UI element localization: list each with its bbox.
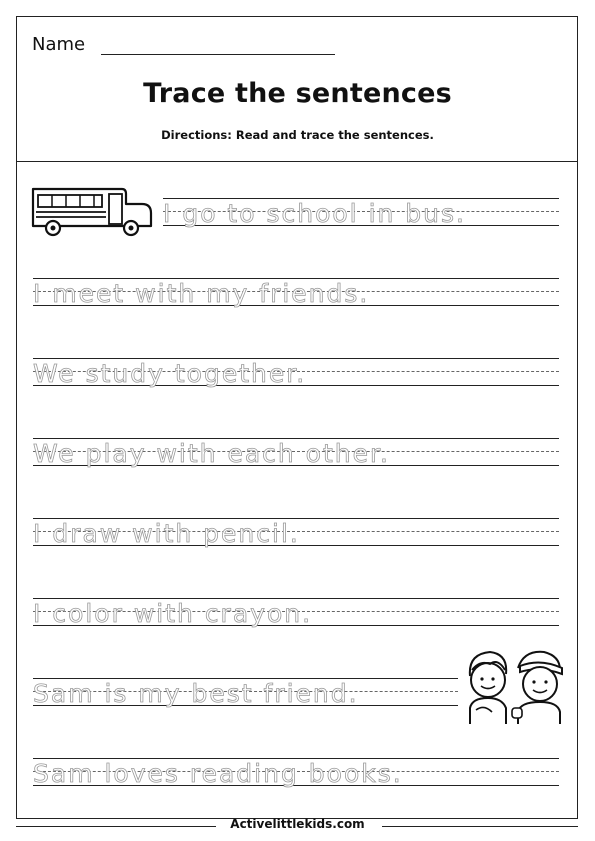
trace-row (33, 358, 559, 390)
worksheet-title: Trace the sentences (143, 78, 452, 109)
trace-sentence[interactable]: I color with crayon. (33, 599, 313, 628)
trace-sentence[interactable]: Sam loves reading books. (33, 759, 403, 788)
trace-row (33, 518, 559, 550)
trace-sentence[interactable]: I meet with my friends. (33, 279, 370, 308)
two-kids-icon (462, 646, 566, 726)
trace-row (33, 278, 559, 310)
footer-site-name: Activelittlekids.com (230, 817, 365, 831)
trace-row (33, 678, 458, 710)
trace-row (33, 598, 559, 630)
trace-sentence[interactable]: We study together. (33, 359, 307, 388)
trace-sentence[interactable]: I draw with pencil. (33, 519, 300, 548)
trace-row (33, 758, 559, 790)
trace-row (163, 198, 559, 230)
trace-sentence[interactable]: I go to school in bus. (163, 199, 466, 228)
name-field[interactable] (101, 54, 335, 55)
trace-sentence[interactable]: We play with each other. (33, 439, 390, 468)
school-bus-icon (30, 186, 154, 238)
directions-text: Directions: Read and trace the sentences. (161, 128, 434, 142)
trace-sentence[interactable]: Sam is my best friend. (33, 679, 359, 708)
header-divider (16, 161, 578, 162)
trace-row (33, 438, 559, 470)
name-label: Name (32, 34, 86, 55)
